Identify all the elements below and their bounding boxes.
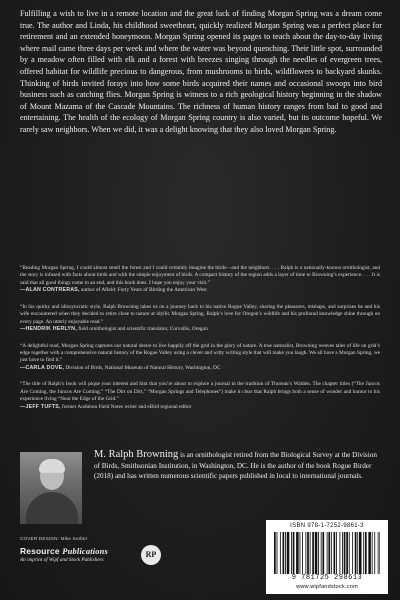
reviewer-name: —JEFF TUFTS, [20, 403, 61, 410]
barcode-bar [374, 532, 375, 574]
barcode-box [266, 520, 388, 594]
barcode-bar [346, 532, 348, 574]
barcode-bar [336, 532, 337, 574]
cover-design-credit: COVER DESIGN: Mike Surber [20, 536, 88, 541]
barcode-bar [300, 532, 301, 574]
barcode-bar [307, 532, 309, 574]
barcode-bar [331, 532, 332, 574]
barcode-bar [280, 532, 281, 574]
review-3 [20, 343, 380, 373]
barcode-bar [363, 532, 364, 574]
barcode-bar [352, 532, 353, 574]
review-quote: “A delightful read, Morgan Spring captures our natural desire to live happily off the grid in the glory of nature. A true naturalist, Browning weaves tales of life on grid’s edge together with a comprehensive natural history of the Rogue Valley using a clever and witty writing style that will make you laugh. We all have a Morgan Spring, we just have to find it.” [20, 342, 380, 364]
barcode-bar [328, 532, 330, 574]
review-quote: “Reading Morgan Spring, I could almost smell the forest and I could certainly imagine the birds—and the neighbors. . . . Ralph is a nationally-known ornithologist, and the story is infused with facts about birds and with the simple enjoyment of birds. A compact history of the region adds a layer of time to Browning’s experience. . . . It is said that all good things come to an end, and this book does. I hope you enjoy your visit.” [20, 265, 380, 286]
publisher-logo: RP [141, 545, 161, 565]
barcode-bar [318, 532, 319, 574]
barcode-bar [283, 532, 285, 574]
barcode [274, 532, 380, 574]
barcode-bar [334, 532, 336, 574]
barcode-bar [277, 532, 278, 574]
reviewer-affiliation: Division of Birds, National Museum of Natural History, Washington, DC [65, 364, 221, 371]
barcode-bar [310, 532, 311, 574]
barcode-bar [321, 532, 322, 574]
barcode-bar [312, 532, 314, 574]
barcode-bar [322, 532, 324, 574]
review-attribution [20, 404, 380, 412]
barcode-bar [293, 532, 295, 574]
barcode-bar [315, 532, 318, 574]
photo-hair [39, 459, 65, 473]
barcode-bar [305, 532, 306, 574]
barcode-digits: 9 781725 298613 [291, 574, 363, 582]
review-attribution [20, 326, 380, 334]
barcode-bar [327, 532, 328, 574]
barcode-bar [291, 532, 292, 574]
author-bio-text: is an ornithologist retired from the Biological Survey at the Division of Birds, Smithsonian Institution, in Washington, DC. He is the author of the book Rogue Birder (2018) and has written numerous scientific papers published in local to international journals. [94, 451, 377, 481]
reviews-section [20, 265, 380, 420]
publisher-website: www.wipfandstock.com [296, 584, 358, 590]
barcode-bar [285, 532, 286, 574]
publisher-name-plain: Resource [20, 546, 63, 556]
review-attribution [20, 287, 380, 295]
barcode-bar [378, 532, 379, 574]
reviewer-affiliation: field ornithologist and scientific translator, Corvallis, Oregon [78, 326, 208, 333]
barcode-bar [355, 532, 357, 574]
barcode-bar [344, 532, 346, 574]
review-attribution [20, 365, 380, 373]
barcode-bar [287, 532, 290, 574]
reviewer-affiliation: former Audubon Field Notes writer and eBird regional editor [61, 403, 192, 410]
barcode-bar [379, 532, 380, 574]
author-photo [20, 452, 82, 524]
barcode-bar [357, 532, 358, 574]
barcode-bar [372, 532, 373, 574]
review-quote: “The title of Ralph’s book will pique your interest and hint that you’re about to explore a journal in the tradition of Thoreau’s Walden. The chapter titles (“The Juncos Are Coming, the Juncos Are Coming,” “The Dirt on Dirt,” “Morgan Springs and Telephones”) make it clear that Ralph brings both a sense of wonder and humor to his experience living “Near the Edge of the Grid.” [20, 381, 380, 403]
barcode-bar [339, 532, 340, 574]
publisher-name-italic: Publications [62, 547, 108, 556]
barcode-bar [349, 532, 350, 574]
barcode-bar [368, 532, 371, 574]
barcode-bar [365, 532, 367, 574]
review-2 [20, 304, 380, 334]
publisher-imprint: An imprint of Wipf and Stock Publishers [20, 557, 104, 563]
book-description: Fulfilling a wish to live in a remote location and the great luck of finding Morgan Spring was a dream come true. The author and Linda, his childhood sweetheart, quickly realized Morgan Spring was a perfect place for retirement and an extended honeymoon. Morgan Spring opened its pages to teach about the day-to-day living where mail came three days per week and where the water was beyond quenching. Their little spot, surrounded by a meadow often filled with elk and a forest with breezes singing through the needles of evergreen trees, offered habitat for wildlife precious to dangerous, from mushrooms to birds, wildflowers to backyard skunks. Thinking of birds invited forays into how some birds acquired their names and occasional swoops into bird business such as catching flies. Morgan Spring is witness to a rich geological history beginning in the shadow of Mount Mazama of the Cascade Mountains. The richness of human history ranges from bad to good and entertaining. The health of the ecology of Morgan Spring country is also varied, but its outcome hopeful. We rarely saw neighbors. When we did, it was a delight knowing that they also loved Morgan Spring. [20, 9, 382, 134]
review-4 [20, 381, 380, 411]
reviewer-name: —CARLA DOVE, [20, 364, 64, 371]
reviewer-affiliation: author of Afield: Forty Years of Birding the American West [81, 287, 207, 294]
author-name: M. Ralph Browning [94, 449, 179, 460]
reviewer-name: —ALAN CONTRERAS, [20, 287, 80, 294]
isbn-text: ISBN 978-1-7252-9861-3 [290, 523, 364, 529]
barcode-bar [302, 532, 303, 574]
barcode-bar [274, 532, 276, 574]
author-section [20, 449, 382, 522]
barcode-bar [359, 532, 362, 574]
barcode-bar [342, 532, 343, 574]
reviewer-name: —HENDRIK HERLYN, [20, 326, 77, 333]
review-1 [20, 265, 380, 295]
review-quote: “In his quirky and idiosyncratic style, Ralph Browning takes us on a journey back to his native Rogue Valley, sharing the pleasures, mishaps, and surprises he and his wife encountered when they decided to retire close to nature at idyllic Morgan Spring. Ralph’s love for Oregon’s wildlife and his profound knowledge shine through on every page. An utterly enjoyable read.” [20, 303, 380, 325]
photo-shoulders [26, 492, 78, 524]
author-bio [94, 450, 382, 482]
barcode-bar [296, 532, 299, 574]
